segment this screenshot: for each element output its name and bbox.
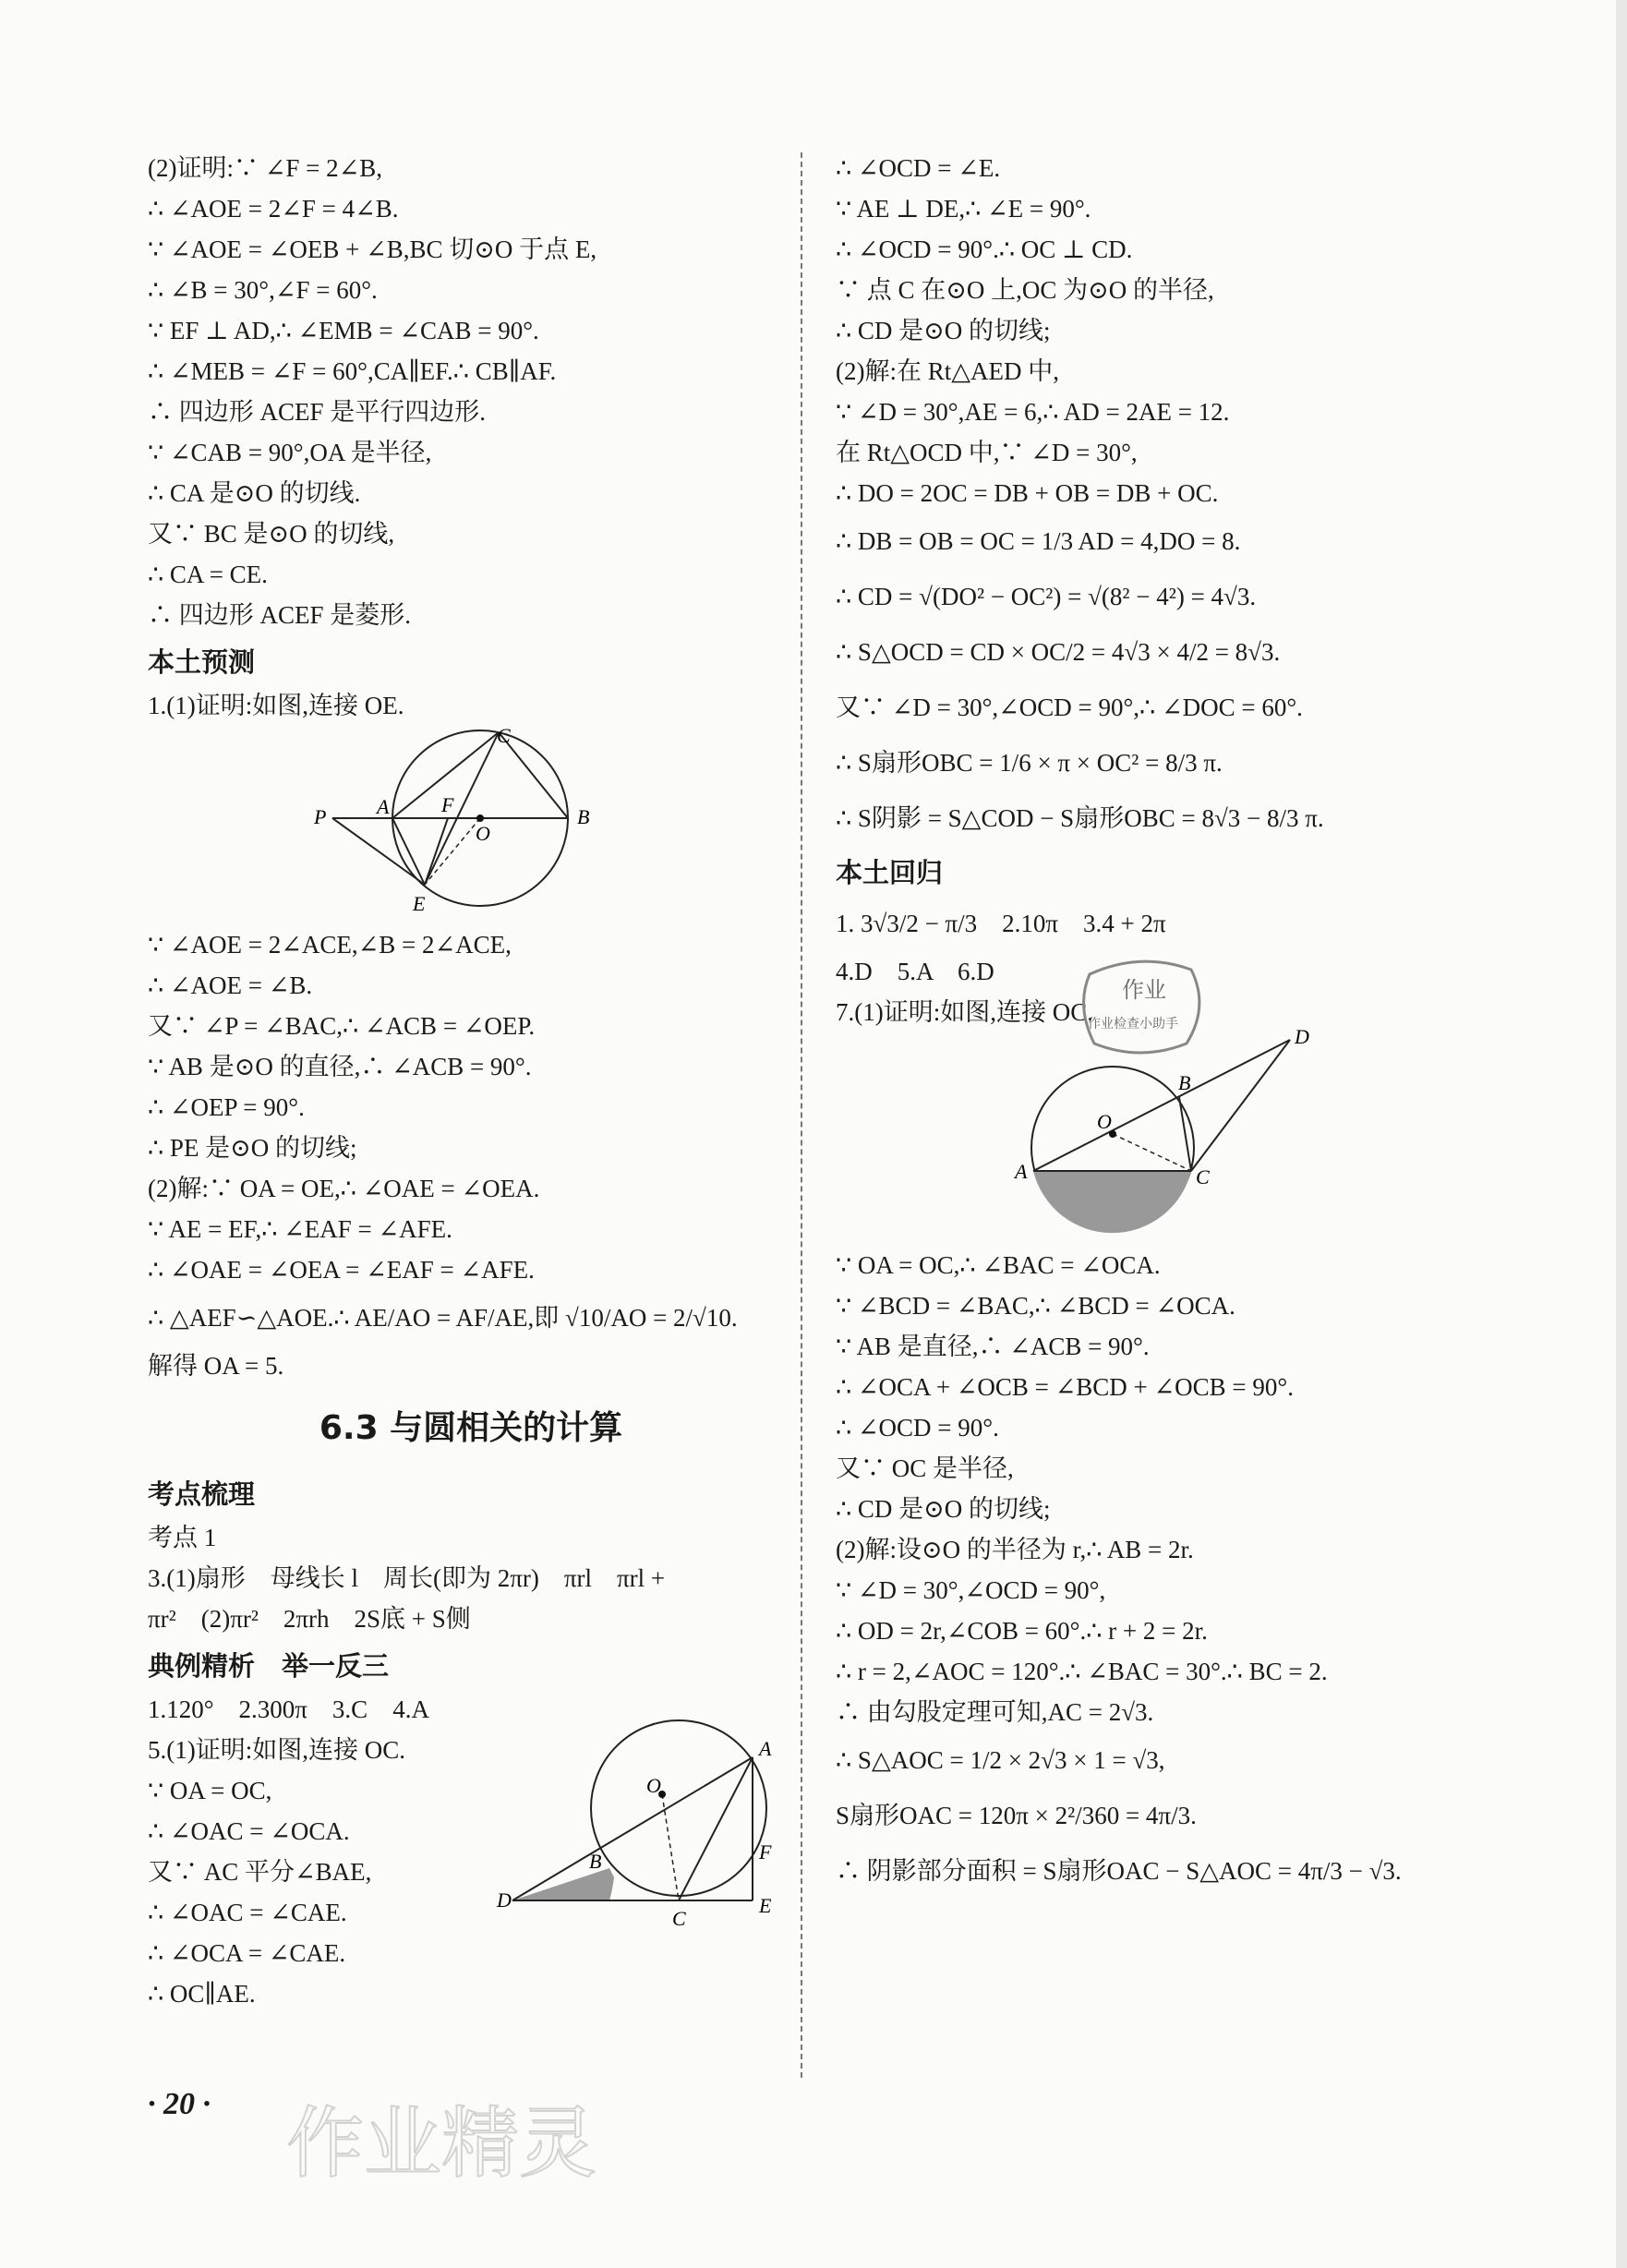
text-line: ∴ OC∥AE. <box>148 1980 256 2008</box>
text-line: ∴ CD = √(DO² − OC²) = √(8² − 4²) = 4√3. <box>836 583 1257 610</box>
text-line: ∴ S扇形OBC = 1/6 × π × OC² = 8/3 π. <box>836 749 1223 777</box>
stamp-sub: 作业检查小助手 <box>1088 1018 1178 1031</box>
text-line: ∴ 由勾股定理可知,AC = 2√3. <box>836 1698 1154 1726</box>
fig2-label-a: A <box>759 1737 772 1760</box>
text-line: ∴ ∠OAC = ∠CAE. <box>148 1899 347 1926</box>
left-proof-mid <box>148 924 794 1290</box>
figure-circle-tangent-de <box>497 1720 794 1933</box>
q1-intro: 1.(1)证明:如图,连接 OE. <box>148 692 404 719</box>
text-line: 5.(1)证明:如图,连接 OC. <box>148 1736 405 1764</box>
fig2-label-e: E <box>759 1894 772 1917</box>
watermark-logo <box>286 2082 600 2193</box>
text-line: ∴ ∠OAE = ∠OEA = ∠EAF = ∠AFE. <box>148 1256 535 1284</box>
stamp-logo <box>1071 956 1210 1057</box>
text-line: ∴ ∠OAC = ∠OCA. <box>148 1817 350 1845</box>
similar-triangles-line: ∴ △AEF∽△AOE.∴ AE/AO = AF/AE,即 √10/AO = 2/√10. <box>148 1304 738 1332</box>
text-line: 又∵ ∠P = ∠BAC,∴ ∠ACB = ∠OEP. <box>148 1012 536 1040</box>
fig3-label-a: A <box>1015 1160 1028 1183</box>
huigui-line-2: 4.D 5.A 6.D <box>836 958 994 985</box>
text-line: ∴ CA = CE. <box>148 561 268 588</box>
fig3-label-b: B <box>1178 1071 1191 1094</box>
q7-proof <box>836 1245 1482 1732</box>
left-proof-top <box>148 148 794 635</box>
q5-block <box>148 1730 794 2014</box>
text-line: ∴ CA 是⊙O 的切线. <box>148 479 361 507</box>
heading-dianli: 典例精析 举一反三 <box>148 1650 390 1682</box>
text-line: (2)解:在 Rt△AED 中, <box>836 357 1059 385</box>
text-line: ∵ AB 是⊙O 的直径,∴ ∠ACB = 90°. <box>148 1053 532 1080</box>
text-line: ∴ DB = OB = OC = 1/3 AD = 4,DO = 8. <box>836 527 1241 555</box>
text-line: ∴ PE 是⊙O 的切线; <box>148 1134 357 1162</box>
fig2-label-c: C <box>672 1907 686 1930</box>
text-line: ∴ CD 是⊙O 的切线; <box>836 1495 1051 1523</box>
text-line: ∴ ∠AOE = ∠B. <box>148 971 313 999</box>
text-line: ∴ OD = 2r,∠COB = 60°.∴ r + 2 = 2r. <box>836 1617 1208 1645</box>
text-line: 又∵ OC 是半径, <box>836 1454 1014 1482</box>
fig1-label-o: O <box>476 822 490 845</box>
stamp-text: 作业 <box>1122 979 1166 1003</box>
text-line: ∴ 阴影部分面积 = S扇形OAC − S△AOC = 4π/3 − √3. <box>836 1857 1402 1885</box>
text-line: ∵ EF ⊥ AD,∴ ∠EMB = ∠CAB = 90°. <box>148 317 539 344</box>
fig1-label-f: F <box>441 793 454 816</box>
heading-bentu-yuce: 本土预测 <box>148 646 256 678</box>
text-line: ∴ ∠B = 30°,∠F = 60°. <box>148 276 378 304</box>
text-line: (2)证明:∵ ∠F = 2∠B, <box>148 154 382 182</box>
huigui-line-1: 1. 3√3/2 − π/3 2.10π 3.4 + 2π <box>836 910 1166 937</box>
page-number: · 20 · <box>148 2087 211 2121</box>
fig2-label-f: F <box>759 1840 772 1864</box>
fig1-label-p: P <box>314 805 327 828</box>
text-line: ∴ ∠AOE = 2∠F = 4∠B. <box>148 195 399 223</box>
heading-bentu-huigui: 本土回归 <box>836 857 944 888</box>
solve-line: 解得 OA = 5. <box>148 1352 284 1380</box>
text-line: ∵ ∠AOE = 2∠ACE,∠B = 2∠ACE, <box>148 931 512 959</box>
fig2-label-b: B <box>589 1850 602 1873</box>
text-line: ∴ S△OCD = CD × OC/2 = 4√3 × 4/2 = 8√3. <box>836 638 1281 666</box>
text-line: 又∵ ∠D = 30°,∠OCD = 90°,∴ ∠DOC = 60°. <box>836 694 1303 721</box>
text-line: ∵ 点 C 在⊙O 上,OC 为⊙O 的半径, <box>836 276 1214 304</box>
fig1-label-a: A <box>377 795 390 818</box>
text-line: S扇形OAC = 120π × 2²/360 = 4π/3. <box>836 1802 1197 1829</box>
fig1-label-b: B <box>577 805 590 828</box>
text-line: ∴ S△AOC = 1/2 × 2√3 × 1 = √3, <box>836 1746 1165 1774</box>
left-column <box>148 148 794 2014</box>
text-line: 又∵ AC 平分∠BAE, <box>148 1858 372 1886</box>
text-line: 在 Rt△OCD 中,∵ ∠D = 30°, <box>836 439 1138 466</box>
text-line: (2)解:∵ OA = OE,∴ ∠OAE = ∠OEA. <box>148 1175 540 1202</box>
heading-kaodian: 考点梳理 <box>148 1478 256 1510</box>
dianli-answers: 1.120° 2.300π 3.C 4.A <box>148 1695 429 1723</box>
text-line: ∵ ∠D = 30°,∠OCD = 90°, <box>836 1576 1106 1604</box>
text-line: (2)解:设⊙O 的半径为 r,∴ AB = 2r. <box>836 1536 1194 1563</box>
q7-final-formulas <box>836 1732 1482 1899</box>
text-line: ∵ ∠BCD = ∠BAC,∴ ∠BCD = ∠OCA. <box>836 1292 1235 1320</box>
text-line: ∵ ∠D = 30°,AE = 6,∴ AD = 2AE = 12. <box>836 398 1230 426</box>
fig3-label-o: O <box>1097 1110 1112 1133</box>
text-line: ∴ ∠OCD = 90°.∴ OC ⊥ CD. <box>836 235 1133 263</box>
page-edge <box>1616 0 1627 2268</box>
text-line: ∴ CD 是⊙O 的切线; <box>836 317 1051 344</box>
fig2-label-d: D <box>497 1888 512 1912</box>
fig3-label-d: D <box>1295 1025 1309 1048</box>
text-line: ∵ OA = OC,∴ ∠BAC = ∠OCA. <box>836 1251 1161 1279</box>
section-title: 6.3 与圆相关的计算 <box>319 1409 623 1447</box>
kaodian-line-1: 3.(1)扇形 母线长 l 周长(即为 2πr) πrl πrl + <box>148 1564 666 1592</box>
text-line: ∴ S阴影 = S△COD − S扇形OBC = 8√3 − 8/3 π. <box>836 804 1324 832</box>
text-line: ∵ AE ⊥ DE,∴ ∠E = 90°. <box>836 195 1091 223</box>
figure-circle-tangent-cd <box>836 1025 1482 1245</box>
fig1-label-c: C <box>497 724 511 747</box>
text-line: ∴ ∠OCD = ∠E. <box>836 154 1001 182</box>
text-line: ∴ ∠MEB = ∠F = 60°,CA∥EF.∴ CB∥AF. <box>148 357 557 385</box>
text-line: ∴ 四边形 ACEF 是平行四边形. <box>148 398 487 426</box>
fig2-label-o: O <box>646 1774 661 1797</box>
q7-intro: 7.(1)证明:如图,连接 OC. <box>836 998 1093 1026</box>
figure-circle-tangent-pe <box>148 726 794 924</box>
text-line: ∴ ∠OCA + ∠OCB = ∠BCD + ∠OCB = 90°. <box>836 1373 1294 1401</box>
text-line: ∴ DO = 2OC = DB + OB = DB + OC. <box>836 479 1219 507</box>
watermark-text: 作业精灵 <box>286 2102 597 2188</box>
right-proof-top <box>836 148 1482 513</box>
right-formulas <box>836 513 1482 846</box>
kaodian-1: 考点 1 <box>148 1524 217 1551</box>
text-line: ∵ AB 是直径,∴ ∠ACB = 90°. <box>836 1333 1150 1360</box>
text-line: ∴ ∠OCA = ∠CAE. <box>148 1939 346 1967</box>
text-line: ∴ ∠OEP = 90°. <box>148 1093 305 1121</box>
kaodian-line-2: πr² (2)πr² 2πrh 2S底 + S侧 <box>148 1605 471 1633</box>
column-divider <box>801 152 802 2078</box>
fig1-label-e: E <box>413 892 426 915</box>
text-line: ∵ ∠CAB = 90°,OA 是半径, <box>148 439 432 466</box>
text-line: ∵ ∠AOE = ∠OEB + ∠B,BC 切⊙O 于点 E, <box>148 235 597 263</box>
text-line: 又∵ BC 是⊙O 的切线, <box>148 520 395 548</box>
text-line: ∴ 四边形 ACEF 是菱形. <box>148 601 412 629</box>
text-line: ∵ OA = OC, <box>148 1777 272 1804</box>
fig3-label-c: C <box>1196 1165 1210 1188</box>
text-line: ∴ r = 2,∠AOC = 120°.∴ ∠BAC = 30°.∴ BC = 2. <box>836 1658 1328 1685</box>
text-line: ∴ ∠OCD = 90°. <box>836 1414 999 1442</box>
text-line: ∵ AE = EF,∴ ∠EAF = ∠AFE. <box>148 1215 452 1243</box>
